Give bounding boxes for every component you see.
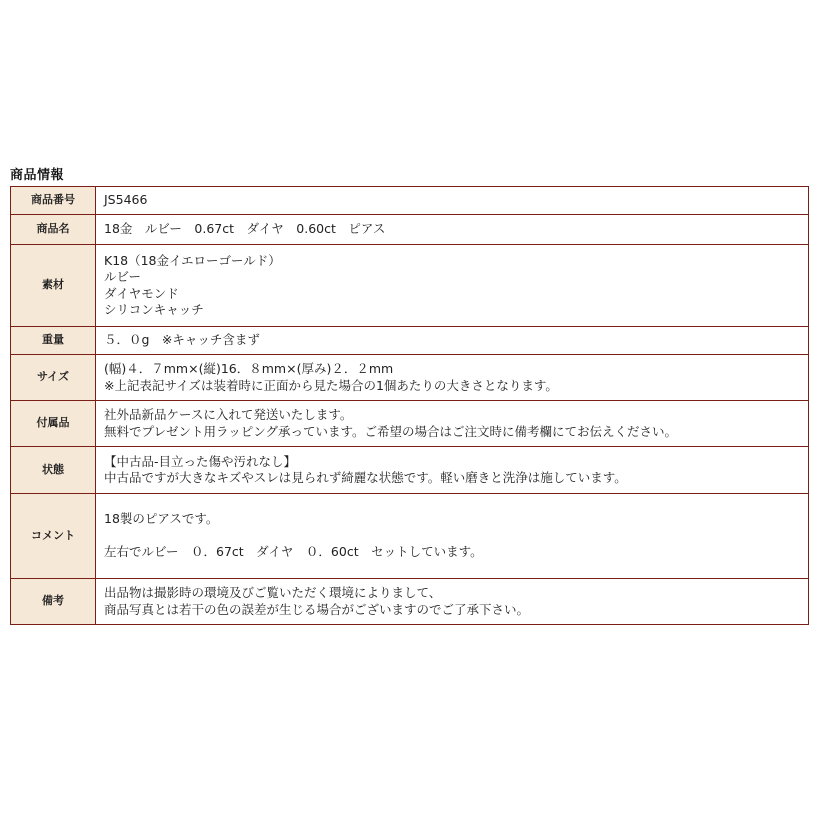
row-material [11,245,809,327]
row-product-name [11,215,809,245]
row-accessories [11,401,809,447]
value-line: 出品物は撮影時の環境及びご覧いただく環境によりまして、 [104,585,442,600]
value-line: ルビー [104,269,142,284]
value-line: K18（18金イエローゴールド） [104,252,281,268]
value-line: シリコンキャッチ [104,302,204,317]
value-line: ５．０g ※キャッチ含まず [104,332,260,348]
value-line: 商品写真とは若干の色の誤差が生じる場合がございますのでご了承下さい。 [104,601,530,617]
row-condition [11,447,809,494]
value-product-name [96,215,809,245]
value-weight [96,327,809,355]
value-comment [96,494,809,579]
label-size: サイズ [11,355,96,401]
value-line: ※上記表記サイズは装着時に正面から見た場合の1個あたりの大きさとなります。 [104,377,558,393]
label-product-number: 商品番号 [11,187,96,215]
row-remarks [11,579,809,625]
value-line: JS5466 [104,192,148,208]
value-line: 中古品ですが大きなキズやスレは見られず綺麗な状態です。軽い磨きと洗浄は施しています。 [104,470,627,485]
product-info-table [10,186,809,625]
value-size [96,355,809,401]
value-line: ダイヤモンド [104,285,179,301]
label-condition: 状態 [11,447,96,494]
row-weight [11,327,809,355]
label-material: 素材 [11,245,96,327]
blank-line [104,528,804,545]
value-line: 18製のピアスです。 [104,511,219,527]
value-line: 【中古品-目立った傷や汚れなし】 [104,453,297,469]
value-accessories [96,401,809,447]
value-line: 無料でプレゼント用ラッピング承っています。ご希望の場合はご注文時に備考欄にてお伝えください。 [104,423,678,439]
value-product-number [96,187,809,215]
value-line: 社外品新品ケースに入れて発送いたします。 [104,407,353,422]
section-title: 商品情報 [10,168,65,183]
row-product-number [11,187,809,215]
label-comment: コメント [11,494,96,579]
row-size [11,355,809,401]
value-line: 左右でルビー ０．67ct ダイヤ ０．60ct セットしています。 [104,544,483,560]
row-comment [11,494,809,579]
label-accessories: 付属品 [11,401,96,447]
value-condition [96,447,809,494]
value-line: (幅)４．７mm×(縦)16．８mm×(厚み)２．２mm [104,361,394,376]
value-line: 18金 ルビー 0.67ct ダイヤ 0.60ct ピアス [104,221,386,237]
label-product-name: 商品名 [11,215,96,245]
label-weight: 重量 [11,327,96,355]
value-material [96,245,809,327]
value-remarks [96,579,809,625]
label-remarks: 備考 [11,579,96,625]
